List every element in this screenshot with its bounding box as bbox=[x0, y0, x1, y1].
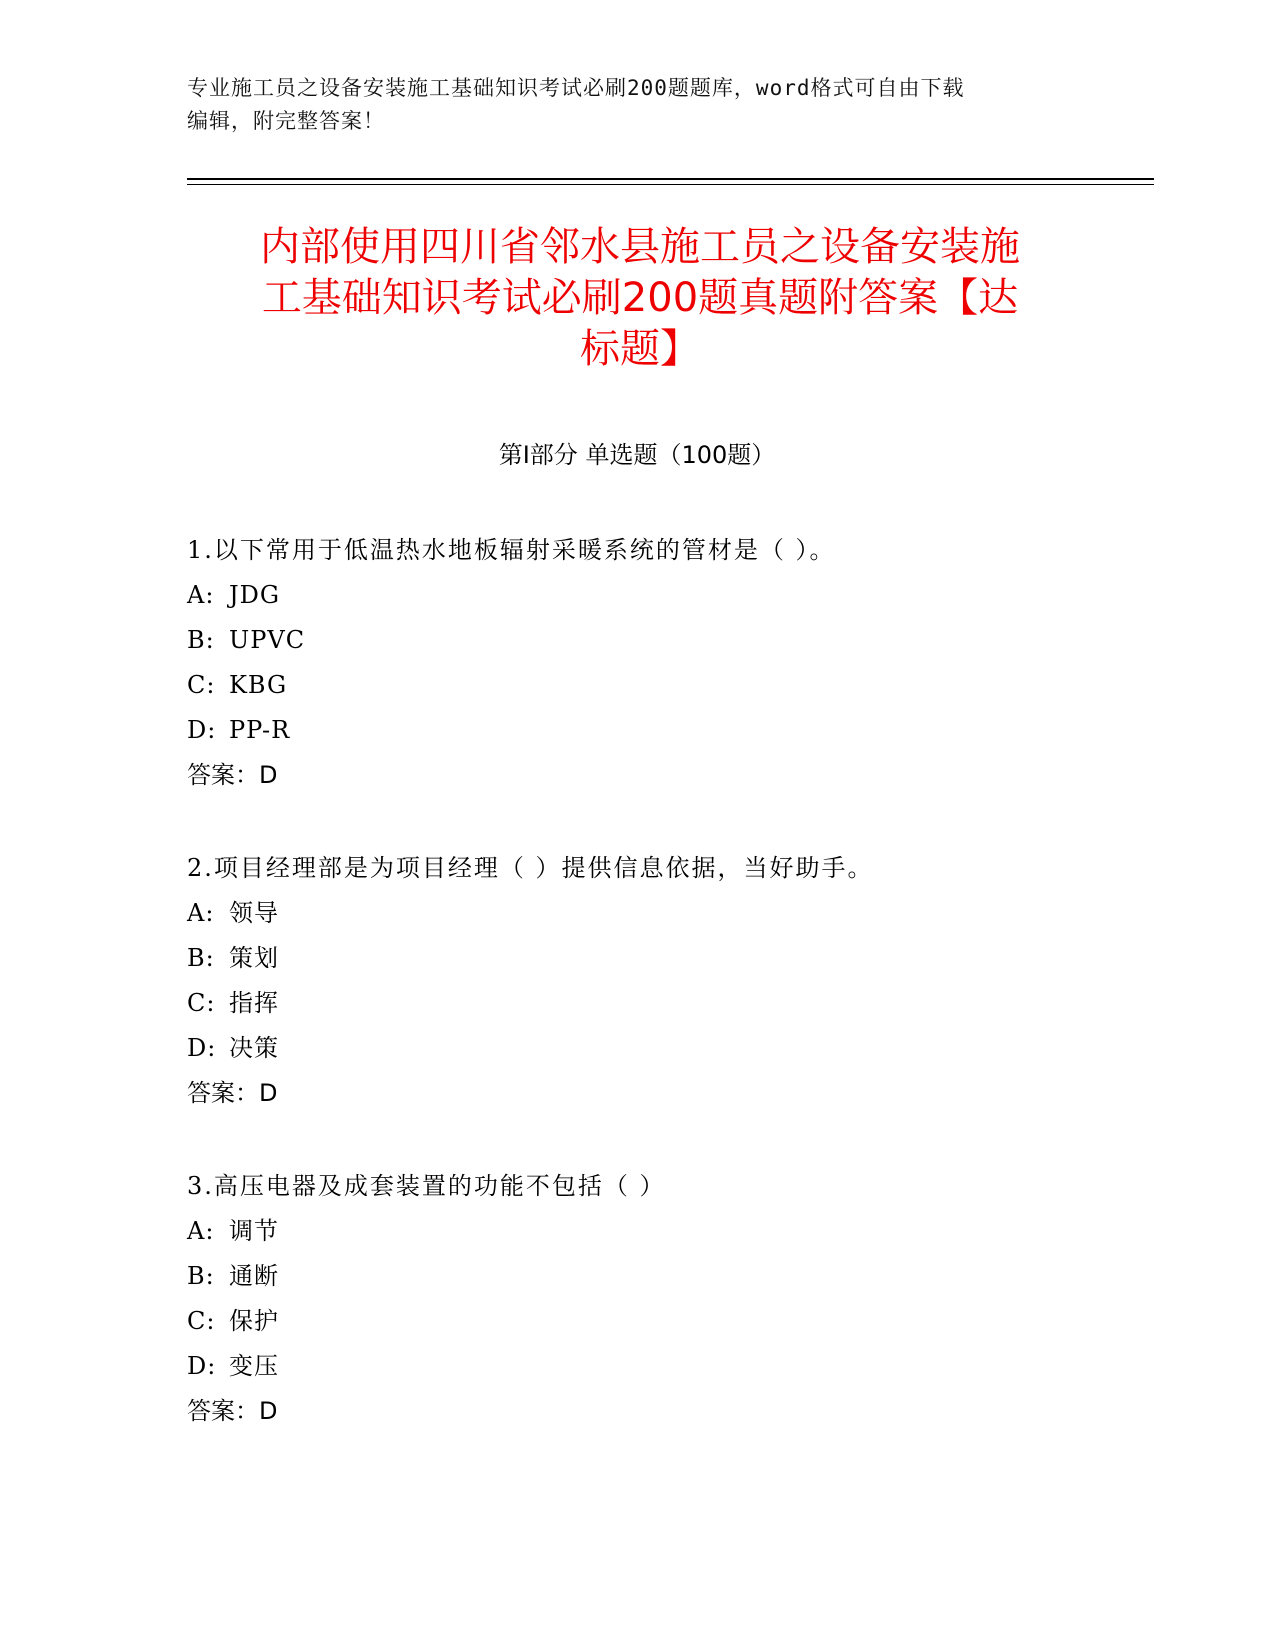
option-letter: B: bbox=[187, 1262, 215, 1290]
option-text: 领导 bbox=[229, 899, 279, 927]
header-divider-thick bbox=[187, 178, 1154, 180]
option-letter: C: bbox=[187, 671, 216, 699]
option-text: JDG bbox=[229, 581, 281, 609]
question-1 bbox=[187, 528, 1137, 798]
option-c bbox=[187, 981, 1137, 1026]
option-d bbox=[187, 1026, 1137, 1071]
option-text: 策划 bbox=[229, 944, 279, 972]
option-letter: B: bbox=[187, 626, 215, 654]
option-c bbox=[187, 1299, 1137, 1344]
option-letter: C: bbox=[187, 1307, 216, 1335]
option-text: 通断 bbox=[229, 1262, 279, 1290]
answer-line: 答案：D bbox=[187, 761, 278, 789]
option-letter: A: bbox=[187, 899, 215, 927]
option-text: UPVC bbox=[229, 626, 306, 654]
option-text: 变压 bbox=[229, 1352, 279, 1380]
answer-line: 答案：D bbox=[187, 1079, 278, 1107]
option-text: 调节 bbox=[229, 1217, 279, 1245]
option-text: 决策 bbox=[229, 1034, 279, 1062]
option-letter: C: bbox=[187, 989, 216, 1017]
option-text: PP-R bbox=[229, 716, 291, 744]
question-3 bbox=[187, 1164, 1137, 1434]
option-letter: B: bbox=[187, 944, 215, 972]
option-a bbox=[187, 573, 1137, 618]
option-b bbox=[187, 1254, 1137, 1299]
header-note bbox=[187, 72, 1087, 138]
option-letter: D: bbox=[187, 1034, 217, 1062]
document-title bbox=[190, 222, 1090, 375]
document-title-line-2: 工基础知识考试必刷200题真题附答案【达 bbox=[261, 275, 1019, 321]
question-2 bbox=[187, 846, 1137, 1116]
option-letter: A: bbox=[187, 581, 215, 609]
document-title-line-1: 内部使用四川省邻水县施工员之设备安装施 bbox=[260, 224, 1020, 270]
header-divider-thin bbox=[187, 184, 1154, 185]
option-letter: D: bbox=[187, 1352, 217, 1380]
option-c bbox=[187, 663, 1137, 708]
question-stem: 2.项目经理部是为项目经理（ ）提供信息依据，当好助手。 bbox=[187, 854, 874, 882]
question-stem: 3.高压电器及成套装置的功能不包括（ ） bbox=[187, 1172, 666, 1200]
section-heading: 第I部分 单选题（100题） bbox=[498, 441, 776, 469]
document-title-line-3: 标题】 bbox=[580, 326, 700, 372]
option-letter: A: bbox=[187, 1217, 215, 1245]
option-text: 指挥 bbox=[229, 989, 279, 1017]
option-a bbox=[187, 1209, 1137, 1254]
option-b bbox=[187, 618, 1137, 663]
option-text: KBG bbox=[229, 671, 288, 699]
header-note-line-2: 编辑，附完整答案！ bbox=[187, 109, 385, 133]
option-b bbox=[187, 936, 1137, 981]
header-note-line-1: 专业施工员之设备安装施工基础知识考试必刷200题题库，word格式可自由下载 bbox=[187, 76, 965, 100]
option-a bbox=[187, 891, 1137, 936]
answer-line: 答案：D bbox=[187, 1397, 278, 1425]
option-text: 保护 bbox=[229, 1307, 279, 1335]
option-letter: D: bbox=[187, 716, 217, 744]
option-d bbox=[187, 1344, 1137, 1389]
option-d bbox=[187, 708, 1137, 753]
question-stem: 1.以下常用于低温热水地板辐射采暖系统的管材是（ ）。 bbox=[187, 536, 836, 564]
